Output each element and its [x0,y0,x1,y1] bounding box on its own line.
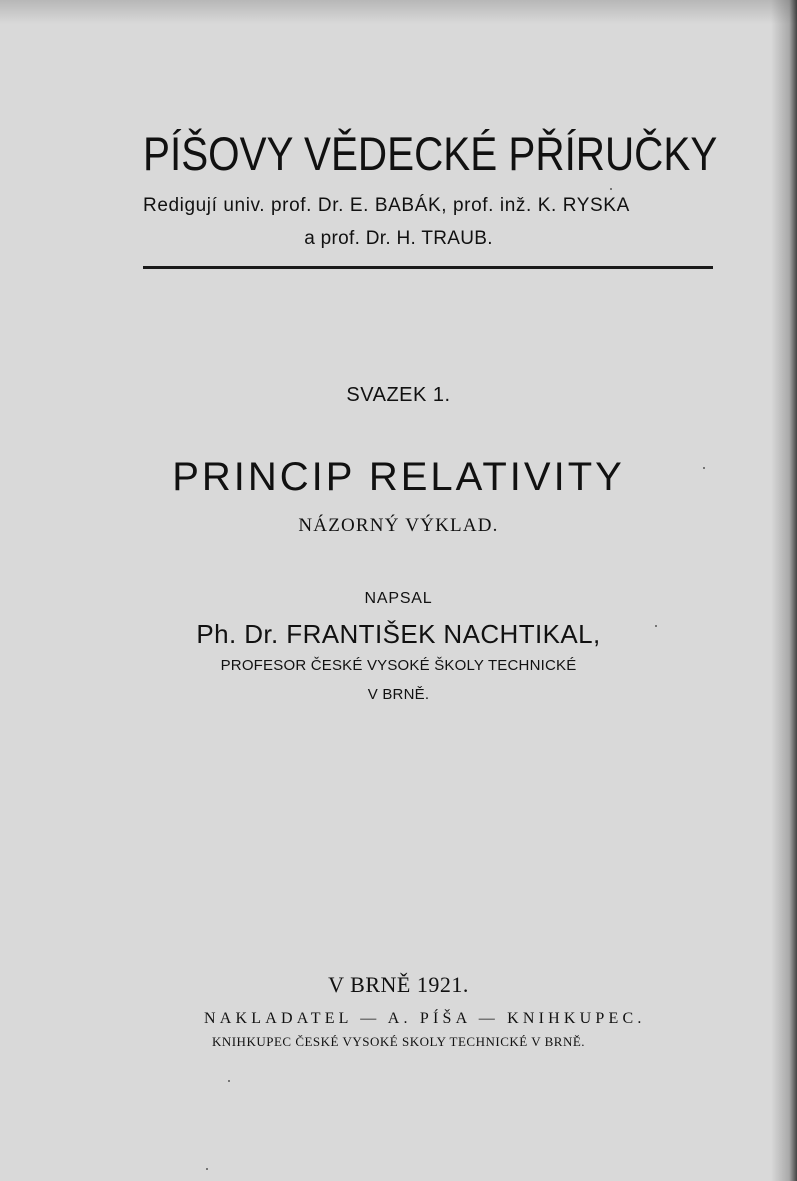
paper-speck [703,467,705,469]
editors-line-1: Redigují univ. prof. Dr. E. BABÁK, prof. inž. K. RYSKA [143,195,630,216]
paper-speck [228,1080,230,1082]
author-affiliation-line-1: PROFESOR ČESKÉ VYSOKÉ ŠKOLY TECHNICKÉ [220,657,577,674]
author-affiliation-line-2: V BRNĚ. [367,686,430,703]
paper-speck [610,188,612,190]
editors-line-2: a prof. Dr. H. TRAUB. [304,228,493,249]
place-and-year: V BRNĚ 1921. [328,972,469,997]
publisher-line-2: KNIHKUPEC ČESKÉ VYSOKÉ SKOLY TECHNICKÉ V BRNĚ. [211,1034,586,1049]
publisher-line-1: NAKLADATEL — A. PÍŠA — KNIHKUPEC. [204,1010,646,1027]
wrote-label: NAPSAL [364,590,433,607]
author-name: Ph. Dr. FRANTIŠEK NACHTIKAL, [196,619,601,649]
paper-speck [206,1168,208,1170]
book-title: PRINCIP RELATIVITY [172,455,625,499]
volume-label: SVAZEK 1. [346,384,451,406]
series-title: PÍŠOVY VĚDECKÉ PŘÍRUČKY [143,127,718,180]
header-rule [143,266,713,269]
page-top-shadow [0,0,797,24]
book-subtitle: NÁZORNÝ VÝKLAD. [298,515,499,536]
paper-speck [655,625,657,627]
